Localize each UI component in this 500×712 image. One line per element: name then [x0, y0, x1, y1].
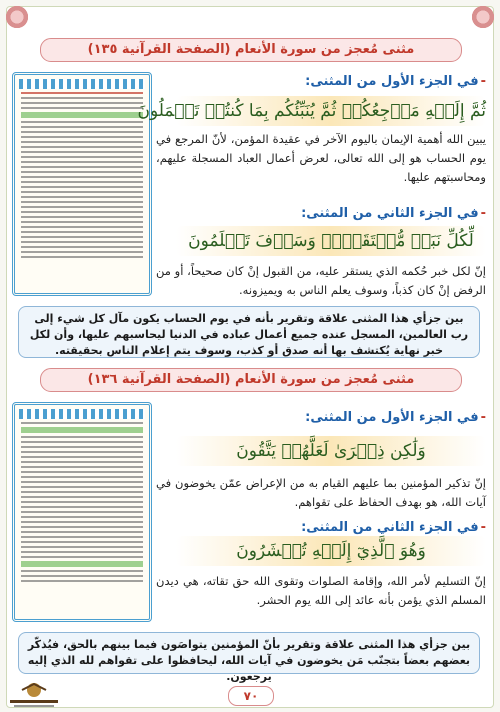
explanation-text: إنّ لكل خبر حُكمه الذي يستقر عليه، من القبول إنْ كان صحيحاً، أو من الرفض إنْ كان كذباً، وسوف يعلم الناس به ويميزونه.: [156, 264, 486, 297]
site-logo-icon: [4, 680, 64, 708]
verse-box: لِّكُلِّ نَبَإٖ مُّسۡتَقَرّٞۚ وَسَوۡفَ تَعۡلَمُونَ: [176, 226, 486, 256]
part-label: -في الجزء الثاني من المثنى:: [301, 206, 486, 221]
section-title: مثنى مُعجز من سورة الأنعام (الصفحة القرآنية ١٣٥): [40, 38, 462, 62]
verse-box: وَهُوَ ٱلَّذِيٓ إِلَيۡهِ تُحۡشَرُونَ: [176, 536, 486, 566]
part-label: -في الجزء الأول من المثنى:: [305, 410, 486, 425]
quran-page-image: [12, 402, 152, 622]
verse-box: ثُمَّ إِلَيۡهِ مَرۡجِعُكُمۡ ثُمَّ يُنَبِّئُكُم بِمَا كُنتُمۡ تَعۡمَلُونَ: [176, 96, 486, 126]
part-label: -في الجزء الأول من المثنى:: [305, 74, 486, 89]
corner-ornament: [470, 4, 496, 30]
quran-page-image: [12, 72, 152, 296]
page-ornament: [19, 79, 145, 89]
summary-box: بين جزأي هذا المثنى علاقة وتقرير بأنّ المؤمنين يتواصَون فيما بينهم بالحق، فيُذكّر بعضهم بعضاً بتجنّب مَن يخوضون في آيات الله، ليحافظوا على تقواهم لله الذي إليه يرجعون.: [18, 632, 480, 674]
verse-box: وَلَٰكِن ذِكۡرَىٰ لَعَلَّهُمۡ يَتَّقُونَ: [176, 436, 486, 466]
part-label: -في الجزء الثاني من المثنى:: [301, 520, 486, 535]
corner-ornament: [4, 4, 30, 30]
section-title: مثنى مُعجز من سورة الأنعام (الصفحة القرآنية ١٣٦): [40, 368, 462, 392]
page-number: ٧٠: [228, 686, 274, 706]
explanation-text: إنّ تذكير المؤمنين بما عليهم القيام به من الإعراض عمّن يخوضون في آيات الله، هو بهدف الحفاظ على تقواهم.: [156, 476, 486, 509]
page-ornament: [19, 409, 145, 419]
explanation-text: يبين الله أهمية الإيمان باليوم الآخر في عقيدة المؤمن، لأنّ المرجع في يوم الحساب هو إلى الله تعالى، لعرض أعمال العباد المسجلة عليهم، ومحاسبتهم عليها.: [156, 132, 486, 184]
explanation-text: إنّ التسليم لأمر الله، وإقامة الصلوات وتقوى الله حق تقاته، هي ديدن المسلم الذي يؤمن بأنه عائد إلى الله يوم الحشر.: [156, 574, 486, 607]
summary-box: بين جزأي هذا المثنى علاقة وتقرير بأنه في يوم الحساب يكون مآل كل شيء إلى رب العالمين، المسجل عنده جميع أعمال عباده في الدنيا ليحاسبهم عليها، وأن لكل خبر نهاية يُكتشف بها أنه صدق أو كذب، وسوف يتم إعلام الناس بحقيقته.: [18, 306, 480, 358]
